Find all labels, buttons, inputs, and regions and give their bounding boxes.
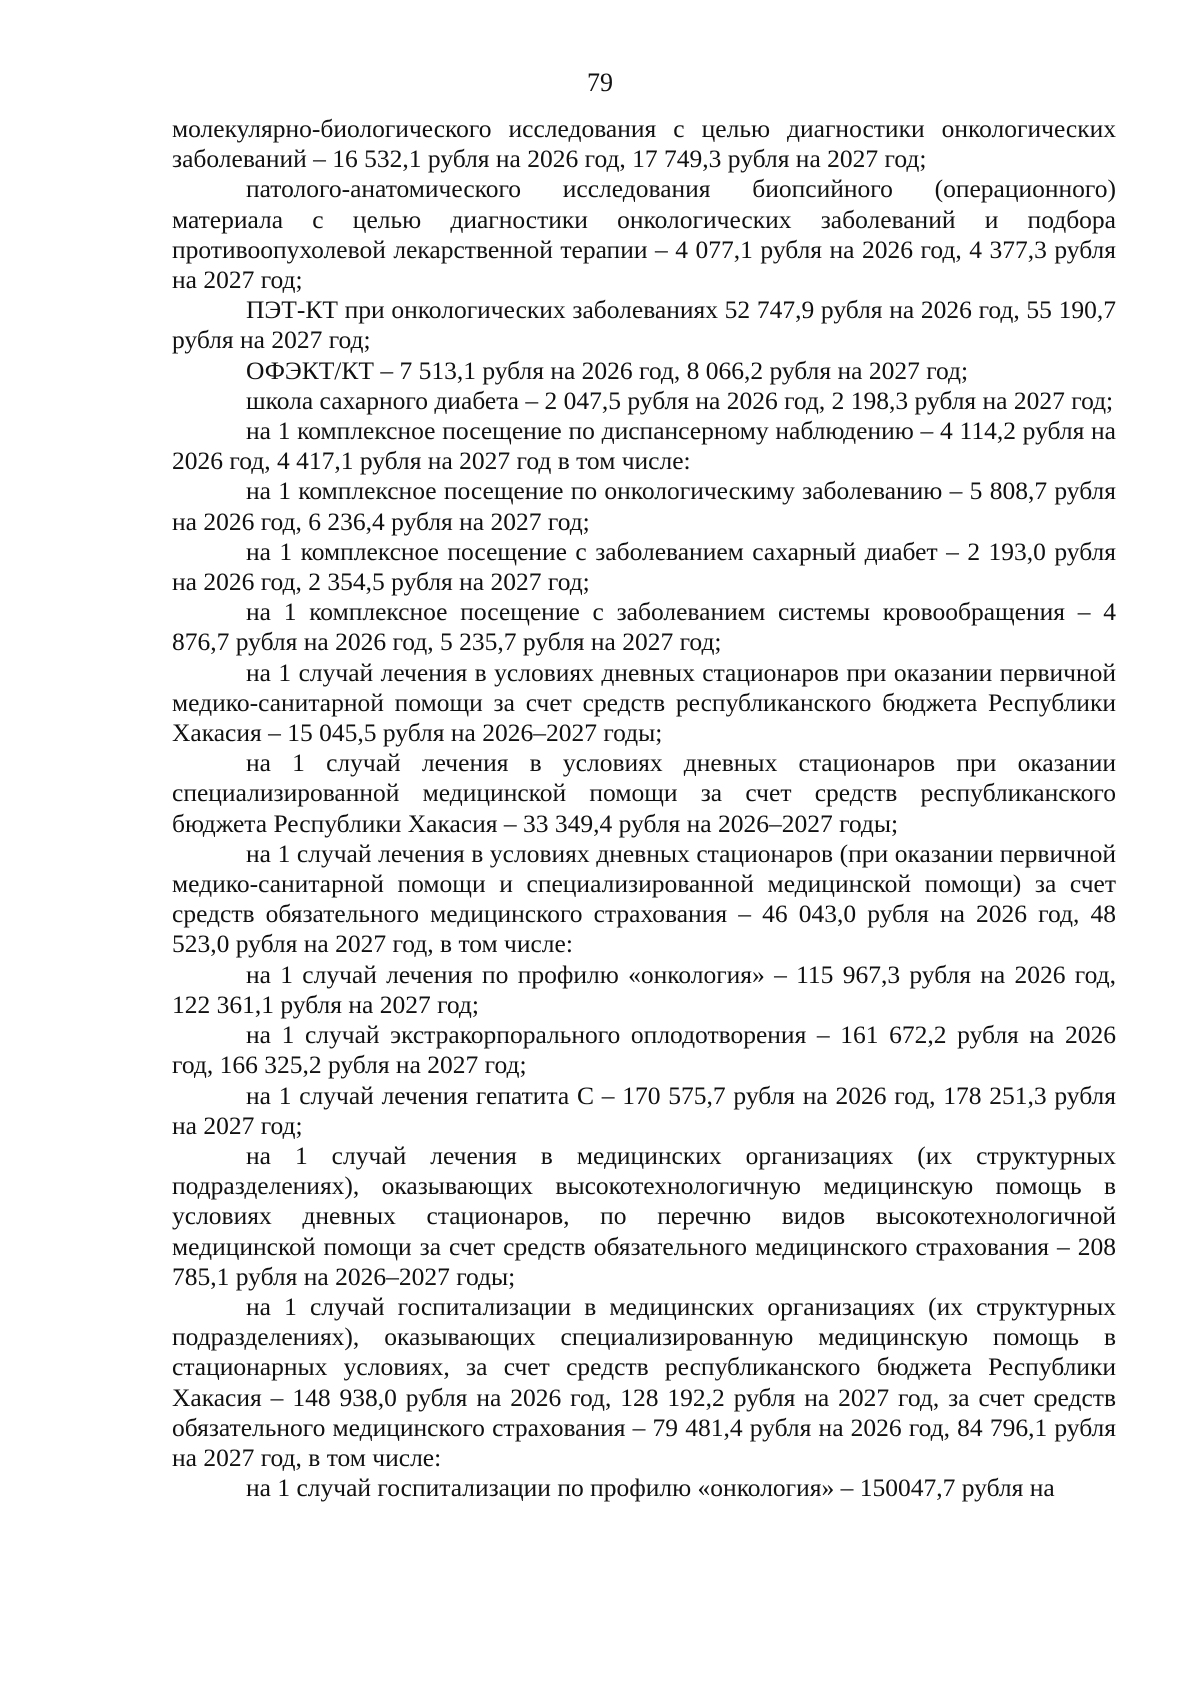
paragraph: ОФЭКТ/КТ – 7 513,1 рубля на 2026 год, 8 066,2 рубля на 2027 год; bbox=[246, 355, 969, 385]
paragraph: на 1 случай лечения в условиях дневных стационаров при оказании специализированной медицинской помощи за счет средств республиканского бюджета Республики Хакасия – 33 349,4 рубля на 2026–2027 годы; bbox=[172, 748, 1116, 838]
document-body bbox=[172, 114, 1116, 1503]
paragraph: ПЭТ-КТ при онкологических заболеваниях 52 747,9 рубля на 2026 год, 55 190,7 рубля на 2027 год; bbox=[172, 295, 1116, 355]
paragraph: на 1 случай лечения в медицинских организациях (их структурных подразделениях), оказывающих высокотехнологичную медицинскую помощь в условиях дневных стационаров, по перечню видов высокотехнологичной медицинской помощи за счет средств обязательного медицинского страхования – 208 785,1 рубля на 2026–2027 годы; bbox=[172, 1140, 1116, 1291]
paragraph: на 1 случай лечения в условиях дневных стационаров (при оказании первичной медико-санитарной помощи и специализированной медицинской помощи) за счет средств обязательного медицинского страхования – 46 043,0 рубля на 2026 год, 48 523,0 рубля на 2027 год, в том числе: bbox=[172, 838, 1116, 959]
paragraph: на 1 случай лечения по профилю «онкология» – 115 967,3 рубля на 2026 год, 122 361,1 рубля на 2027 год; bbox=[172, 959, 1116, 1019]
paragraph: на 1 случай лечения гепатита С – 170 575,7 рубля на 2026 год, 178 251,3 рубля на 2027 год; bbox=[172, 1080, 1116, 1140]
paragraph: патолого-анатомического исследования биопсийного (операционного) материала с целью диагностики онкологических заболеваний и подбора противоопухолевой лекарственной терапии – 4 077,1 рубля на 2026 год, 4 377,3 рубля на 2027 год; bbox=[172, 174, 1116, 295]
page-number: 79 bbox=[587, 68, 613, 97]
paragraph-continuation: молекулярно-биологического исследования с целью диагностики онкологических заболеваний – 16 532,1 рубля на 2026 год, 17 749,3 рубля на 2027 год; bbox=[172, 114, 1116, 174]
paragraph: на 1 случай госпитализации в медицинских организациях (их структурных подразделениях), оказывающих специализированную медицинскую помощь в стационарных условиях, за счет средств республиканского бюджета Республики Хакасия – 148 938,0 рубля на 2026 год, 128 192,2 рубля на 2027 год, за счет средств обязательного медицинского страхования – 79 481,4 рубля на 2026 год, 84 796,1 рубля на 2027 год, в том числе: bbox=[172, 1291, 1116, 1472]
paragraph: на 1 комплексное посещение по диспансерному наблюдению – 4 114,2 рубля на 2026 год, 4 417,1 рубля на 2027 год в том числе: bbox=[172, 416, 1116, 476]
paragraph: на 1 случай экстракорпорального оплодотворения – 161 672,2 рубля на 2026 год, 166 325,2 рубля на 2027 год; bbox=[172, 1020, 1116, 1080]
paragraph: на 1 случай госпитализации по профилю «онкология» – 150047,7 рубля на bbox=[246, 1473, 1055, 1503]
paragraph: на 1 комплексное посещение с заболеванием системы кровообращения – 4 876,7 рубля на 2026 год, 5 235,7 рубля на 2027 год; bbox=[172, 597, 1116, 657]
paragraph: школа сахарного диабета – 2 047,5 рубля на 2026 год, 2 198,3 рубля на 2027 год; bbox=[246, 385, 1114, 415]
paragraph: на 1 комплексное посещение с заболеванием сахарный диабет – 2 193,0 рубля на 2026 год, 2 354,5 рубля на 2027 год; bbox=[172, 536, 1116, 597]
paragraph: на 1 случай лечения в условиях дневных стационаров при оказании первичной медико-санитарной помощи за счет средств республиканского бюджета Республики Хакасия – 15 045,5 рубля на 2026–2027 годы; bbox=[172, 657, 1116, 748]
paragraph: на 1 комплексное посещение по онкологическиму заболеванию – 5 808,7 рубля на 2026 год, 6 236,4 рубля на 2027 год; bbox=[172, 476, 1116, 536]
